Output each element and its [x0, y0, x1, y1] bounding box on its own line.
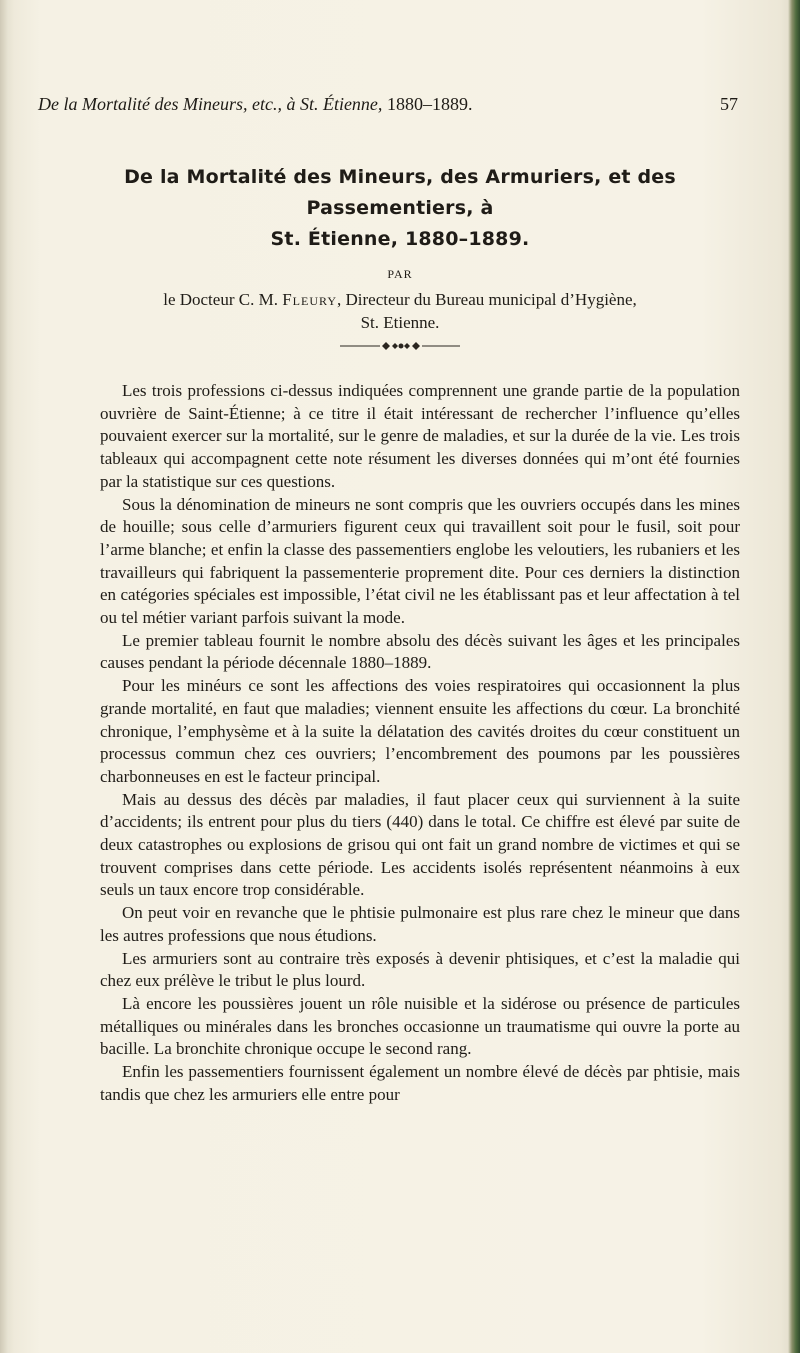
byline-par: PAR	[387, 267, 413, 281]
running-head	[38, 94, 760, 116]
paragraph: Les armuriers sont au contraire très exposés à devenir phtisiques, et c’est la maladie qui chez eux prélève le tribut le plus lourd.	[100, 948, 740, 991]
article-title	[60, 162, 740, 255]
paragraph: Mais au dessus des décès par maladies, il faut placer ceux qui surviennent à la suite d’accidents; ils entrent pour plus du tiers (440) dans le total. Ce chiffre est élevé par suite de deux catastrophes ou explosions de grisou qui ont fait un grand nombre de victimes et qui se trouvent comprises dans cette période. Les accidents isolés représentent néanmoins à eux seuls un taux encore trop considérable.	[100, 789, 740, 900]
byline-line-1	[60, 288, 740, 311]
byline-prefix: le Docteur C. M.	[163, 290, 283, 309]
paragraph: Enfin les passementiers fournissent également un nombre élevé de décès par phtisie, mais tandis que chez les armuriers elle entre pour	[100, 1062, 740, 1104]
paragraph: Sous la dénomination de mineurs ne sont compris que les ouvriers occupés dans les mines de houille; sous celle d’armuriers figurent ceux qui travaillent soit pour le fusil, soit pour l’arme blanche; et enfin la classe des passementiers englobe les veloutiers, les rubaniers et les travailleurs qui fabriquent la passementerie proprement dite. Pour ces derniers la distinction en catégories spéciales est impossible, l’état civil ne les établissant pas et leur affectation à tel ou tel métier variant parfois suivant la mode.	[100, 494, 740, 628]
page-gutter-shadow	[0, 0, 14, 1353]
author-name: Fleury	[282, 290, 337, 309]
running-head-years: 1880–1889.	[382, 94, 473, 114]
running-head-title	[38, 94, 472, 115]
section-ornament	[340, 341, 460, 351]
article-body	[100, 380, 740, 1107]
article-title-line-1: De la Mortalité des Mineurs, des Armuriers, et des Passementiers, à	[124, 166, 676, 219]
page-number: 57	[720, 94, 738, 114]
byline-line-2: St. Etienne.	[360, 313, 440, 332]
paragraph: Le premier tableau fournit le nombre absolu des décès suivant les âges et les principales causes pendant la période décennale 1880–1889.	[100, 630, 740, 673]
byline-affiliation: , Directeur du Bureau municipal d’Hygiène,	[337, 290, 637, 309]
paragraph: Les trois professions ci-dessus indiquées comprennent une grande partie de la population ouvrière de Saint-Étienne; à ce titre il était intéressant de rechercher l’influence qu’elles pouvaient exercer sur la mortalité, sur le genre de maladies, et sur la durée de la vie. Les trois tableaux qui accompagnent cette note résument les diverses données qui m’ont été fournies par la statistique sur ces questions.	[100, 381, 740, 491]
paragraph: On peut voir en revanche que le phtisie pulmonaire est plus rare chez le mineur que dans les autres professions que nous étudions.	[100, 903, 740, 945]
author-byline	[60, 288, 740, 334]
running-head-italic-title: De la Mortalité des Mineurs, etc., à St. Étienne,	[38, 94, 383, 114]
paragraph: Là encore les poussières jouent un rôle nuisible et la sidérose ou présence de particules métalliques ou minérales dans les bronches occasionne un traumatisme qui ouvre la porte au bacille. La bronchite chronique occupe le second rang.	[100, 993, 740, 1059]
article-title-block	[60, 162, 740, 334]
paragraph: Pour les minéurs ce sont les affections des voies respiratoires qui occasionnent la plus grande mortalité, en faut que maladies; viennent ensuite les affections du cœur. La bronchité chronique, l’emphysème et à la suite la délatation des cavités droites du cœur constituent un processus commun chez ces ouvriers; l’encombrement des poumons par les poussières charbonneuses en est le facteur principal.	[100, 676, 740, 786]
article-title-line-2: St. Étienne, 1880–1889.	[270, 228, 530, 250]
page-edge-binding	[788, 0, 800, 1353]
